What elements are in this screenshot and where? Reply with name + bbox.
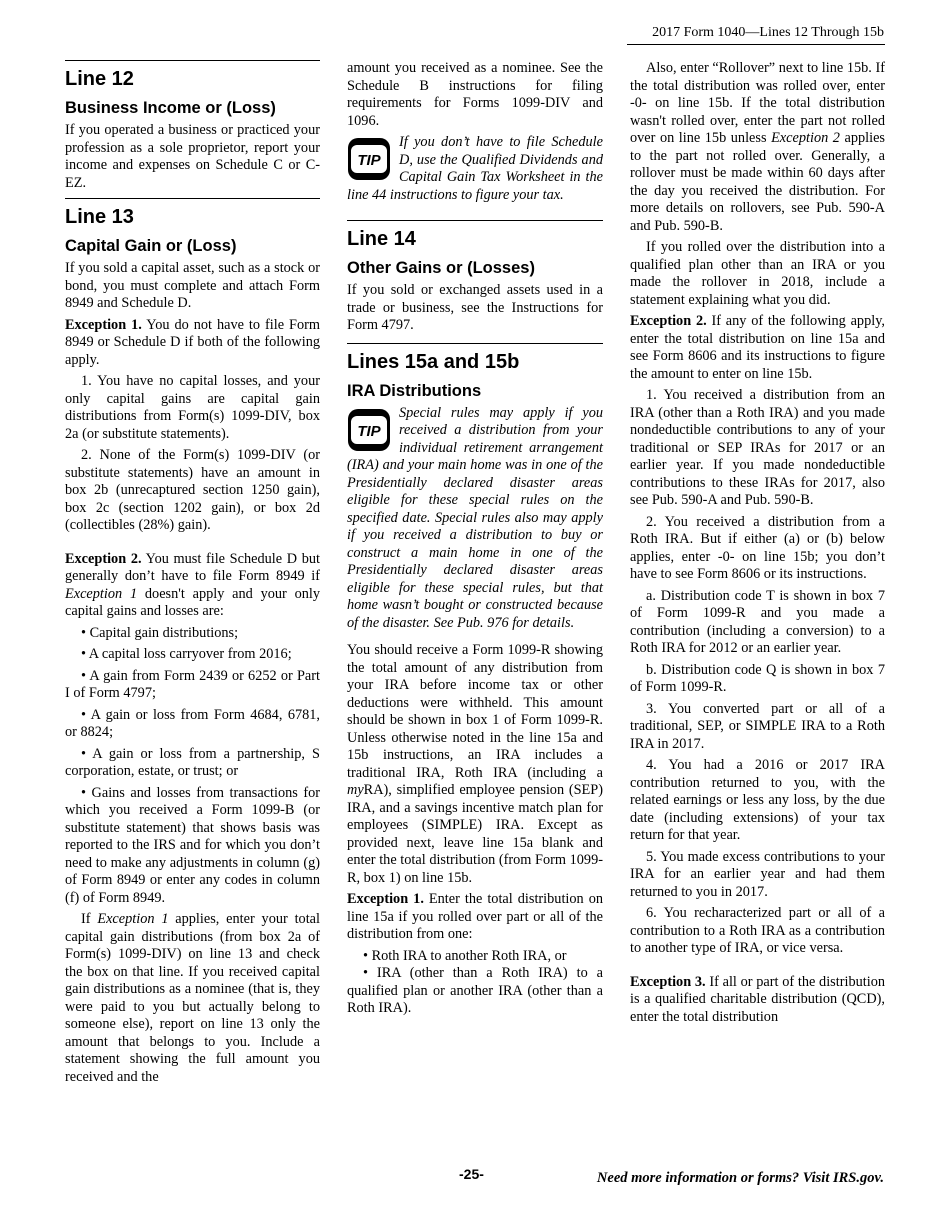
line15-title: Lines 15a and 15b [347, 350, 520, 373]
footer-note: Need more information or forms? Visit IRS.gov. [596, 1170, 884, 1186]
exception-label: Exception 2. [65, 550, 142, 567]
line12-title: Line 12 [65, 68, 134, 90]
list-item: 6. You recharacterized part or all of a contribution to a Roth IRA as a contribution to another type of IRA, or vice versa. [630, 905, 885, 956]
line15-subtitle: IRA Distributions [347, 381, 482, 400]
tip-text: Special rules may apply if you received a distribution from your individual retirement arrangement (IRA) and your main home was in one of the Presidentially declared disaster areas eligible for these special rules on the specified date. Special rules also may apply if you received a distribution to buy or construct a main home in one of the Presidentially declared disaster areas eligible for these special rules, but that home wasn’t bought or constructed because of the disaster. See Pub. 976 for details. [347, 404, 603, 631]
list-item: b. Distribution code Q is shown in box 7 of Form 1099-R. [630, 661, 885, 695]
page-number: -25- [459, 1166, 484, 1182]
header-rule [627, 44, 885, 45]
line13-title: Line 13 [65, 206, 134, 228]
list-item: 2. None of the Form(s) 1099-DIV (or substitute statements) have an amount in box 2b (unrecaptured section 1250 gain), box 2c (section 1202 gain), or box 2d (collectibles (28%) gain). [65, 447, 320, 533]
exception-label: Exception 3. [630, 973, 706, 990]
line14-subtitle: Other Gains or (Losses) [347, 259, 535, 277]
bullet-item: • Roth IRA to another Roth IRA, or [363, 947, 567, 964]
bullet-item: • A gain from Form 2439 or 6252 or Part I of Form 4797; [65, 667, 320, 701]
list-item: 5. You made excess contributions to your IRA for an earlier year and had them returned to you in 2017. [630, 848, 885, 900]
bullet-item: • Capital gain distributions; [81, 624, 239, 641]
column-2 [347, 60, 603, 1022]
exception1-paragraph: Exception 1. Enter the total distribution on line 15a if you rolled over part or all of the distribution from one: [347, 891, 603, 942]
tip-box [347, 134, 603, 204]
exception-text: You do not have to file Form 8949 or Schedule D if both of the following apply. [65, 316, 320, 368]
exception-label: Exception 1. [347, 891, 424, 907]
rollover-paragraph: Also, enter “Rollover” next to line 15b. If the total distribution was rolled over, enter -0- on line 15b. If the total distribution wasn't rolled over, enter the part not rolled over on line 15b unless Exception 2 applies to the part not rolled over. Generally, a rollover must be made within 60 days after the day you received the distribution. For more details on rollovers, see Pub. 590-A and Pub. 590-B. [630, 60, 885, 234]
line12-subtitle: Business Income or (Loss) [65, 99, 276, 117]
list-item: 2. You received a distribution from a Roth IRA. But if either (a) or (b) below applies, enter -0- on line 15b; you don’t have to see Form 8606 or its instructions. [630, 513, 885, 582]
line12-paragraph: If you operated a business or practiced your profession as a sole proprietor, report your income and expenses on Schedule C or C-EZ. [65, 122, 320, 191]
paragraph-2018: If you rolled over the distribution into a qualified plan other than an IRA or you made the rollover in 2018, include a statement explaining what you did. [630, 239, 885, 308]
list-item: a. Distribution code T is shown in box 7 of Form 1099-R and you made a contribution (including a conversion) to a Roth IRA for 2012 or an earlier year. [630, 587, 885, 656]
page-header: 2017 Form 1040—Lines 12 Through 15b [652, 25, 884, 40]
bullet-item: • A capital loss carryover from 2016; [81, 646, 292, 662]
exception2-paragraph: Exception 2. You must file Schedule D but generally don’t have to file Form 8949 if Exception 1 doesn't apply and your only capital gains and losses are: [65, 550, 320, 619]
bullet-item: • A gain or loss from a partnership, S corporation, estate, or trust; or [65, 745, 320, 779]
list-item: 1. You have no capital losses, and your only capital gains are capital gain distributions from Form(s) 1099-DIV, box 2a (or substitute statements). [65, 373, 320, 442]
bullet-item: • IRA (other than a Roth IRA) to a qualified plan or another IRA (other than a Roth IRA). [347, 965, 603, 1016]
continued-paragraph: amount you received as a nominee. See the Schedule B instructions for filing requirements for Forms 1099-DIV and 1096. [347, 60, 603, 129]
tip-icon [347, 137, 391, 181]
tip-label: TIP [357, 422, 381, 440]
list-item: 1. You received a distribution from an IRA (other than a Roth IRA) and you made nondeductible contributions to any of your traditional or SEP IRAs for 2017 or an earlier year. If you made nondeductible contributions to these IRAs for 2017, also see Pub. 590-A and Pub. 590-B. [630, 387, 885, 508]
line14-title: Line 14 [347, 228, 416, 250]
line13-paragraph: If you sold a capital asset, such as a stock or bond, you must complete and attach Form 8949 and Schedule D. [65, 260, 320, 311]
line14-paragraph: If you sold or exchanged assets used in a trade or business, see the Instructions for Form 4797. [347, 282, 603, 333]
tip-box [347, 405, 603, 633]
tip-icon [347, 408, 391, 452]
tip-text: If you don’t have to file Schedule D, use the Qualified Dividends and Capital Gain Tax Worksheet in the line 44 instructions to figure your tax. [347, 134, 603, 203]
exception-label: Exception 1. [65, 316, 142, 333]
section-rule [65, 60, 320, 61]
column-3 [630, 60, 885, 1030]
exception3-paragraph: Exception 3. If all or part of the distribution is a qualified charitable distribution (QCD), enter the total distribution [630, 973, 885, 1025]
if-exception-paragraph: If Exception 1 applies, enter your total capital gain distributions (from box 2a of Form(s) 1099-DIV) on line 13 and check the box on that line. If you received capital gain distributions as a nominee (that is, they were paid to you but actually belong to someone else), report on line 13 only the amount that belongs to you. Include a statement showing the full amount you received and the [65, 911, 320, 1085]
column-1 [65, 60, 320, 1090]
exception1-paragraph [65, 317, 320, 370]
bullet-item: • A gain or loss from Form 4684, 6781, or 8824; [65, 706, 320, 740]
line13-subtitle: Capital Gain or (Loss) [65, 237, 237, 255]
section-rule [65, 198, 320, 199]
exception-label: Exception 2. [630, 313, 707, 329]
bullet-list [65, 625, 320, 908]
receive-paragraph: You should receive a Form 1099-R showing the total amount of any distribution from your IRA before income tax or other deductions were withheld. This amount should be shown in box 1 of Form 1099-R. Unless otherwise noted in the line 15a and 15b instructions, an IRA includes a traditional IRA, Roth IRA (including a myRA), simplified employee pension (SEP) IRA, and a savings incentive match plan for employees (SIMPLE) IRA. Except as provided next, leave line 15a blank and enter the total distribution (from Form 1099-R, box 1) on line 15b. [347, 642, 603, 886]
exception2-paragraph: Exception 2. If any of the following apply, enter the total distribution on line 15a and see Form 8606 and its instructions to figure the amount to enter on line 15b. [630, 313, 885, 382]
list-item: 4. You had a 2016 or 2017 IRA contribution returned to you, with the related earnings or less any loss, by the due date (including extensions) of your tax return for that year. [630, 757, 885, 843]
section-rule [347, 220, 603, 221]
bullet-item: • Gains and losses from transactions for which you received a Form 1099-B (or substitute statement) that shows basis was reported to the IRS and for which you don’t need to make any adjustments in column (g) of Form 8949 or enter any codes in column (f) of Form 8949. [65, 784, 320, 906]
list-item: 3. You converted part or all of a traditional, SEP, or SIMPLE IRA to a Roth IRA in 2017. [630, 700, 885, 752]
tip-label: TIP [357, 152, 381, 169]
section-rule [347, 343, 603, 344]
